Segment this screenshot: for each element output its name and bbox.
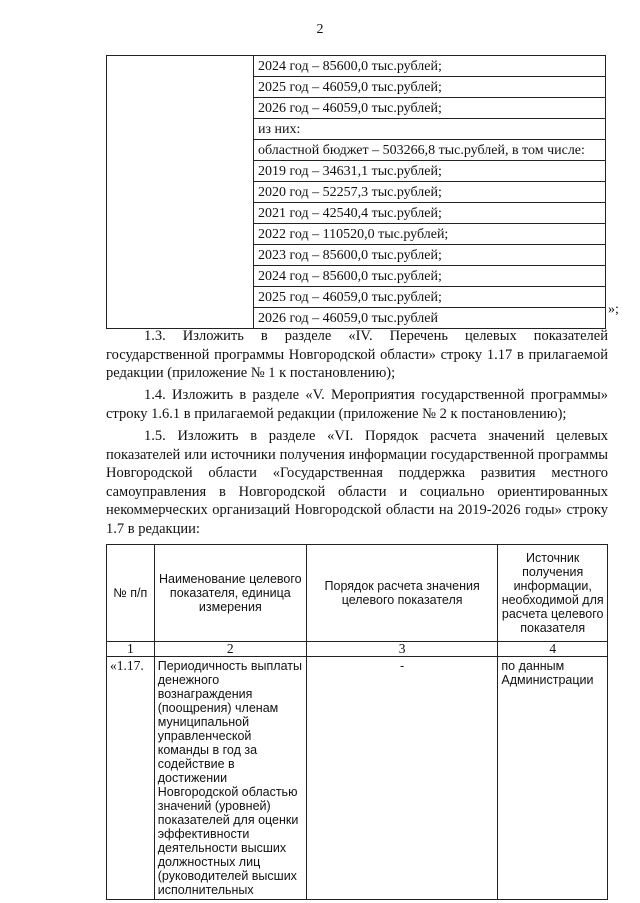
- row-source: по данным Администрации: [498, 657, 608, 900]
- budget-line: 2021 год – 42540,4 тыс.рублей;: [254, 203, 605, 224]
- paragraph-1-3: 1.3. Изложить в разделе «IV. Перечень целевых показателей государственной программы Новгородской области» строку 1.17 в прилагаемой редакции (приложение № 1 к постановлению);: [106, 328, 608, 382]
- budget-line: 2026 год – 46059,0 тыс.рублей: [258, 311, 438, 326]
- budget-values-cell: [254, 56, 606, 329]
- paragraph-1-5: 1.5. Изложить в разделе «VI. Порядок расчета значений целевых показателей или источники получения информации государственной программы Новгородской области «Государственная поддержка развития местного самоуправления в Новгородской области и социально ориентированных некоммерческих организаций Новгородской области на 2019-2026 годы» строку 1.7 в редакции:: [106, 428, 608, 537]
- column-number: 4: [498, 642, 608, 657]
- budget-table: [106, 55, 606, 329]
- header-number: № п/п: [107, 545, 155, 642]
- row-name: Периодичность выплаты денежного вознаграждения (поощрения) членам муниципальной управленческой команды в год за содействие в достижении Новгородской областью значений (уровней) показателей для оценки эффективности деятельности высших должностных лиц (руководителей высших исполнительных: [154, 657, 306, 900]
- budget-line: областной бюджет – 503266,8 тыс.рублей, в том числе:: [254, 140, 605, 161]
- budget-line: 2024 год – 85600,0 тыс.рублей;: [254, 56, 605, 77]
- budget-line: 2023 год – 85600,0 тыс.рублей;: [254, 245, 605, 266]
- column-number: 2: [154, 642, 306, 657]
- budget-line: из них:: [254, 119, 605, 140]
- budget-line: 2020 год – 52257,3 тыс.рублей;: [254, 182, 605, 203]
- indicator-table: [106, 544, 608, 900]
- budget-line: 2025 год – 46059,0 тыс.рублей;: [254, 287, 605, 308]
- budget-line: 2026 год – 46059,0 тыс.рублей;: [254, 98, 605, 119]
- budget-line: 2025 год – 46059,0 тыс.рублей;: [254, 77, 605, 98]
- budget-line: 2019 год – 34631,1 тыс.рублей;: [254, 161, 605, 182]
- page-number: 2: [316, 22, 324, 37]
- header-name: Наименование целевого показателя, единица измерения: [154, 545, 306, 642]
- budget-line: 2024 год – 85600,0 тыс.рублей;: [254, 266, 605, 287]
- paragraph-1-4: 1.4. Изложить в разделе «V. Мероприятия государственной программы» строку 1.6.1 в прилагаемой редакции (приложение № 2 к постановлению);: [106, 387, 608, 422]
- column-number: 3: [306, 642, 498, 657]
- header-method: Порядок расчета значения целевого показателя: [306, 545, 498, 642]
- budget-label-cell: [107, 56, 254, 329]
- closing-quote: »;: [608, 302, 619, 317]
- row-number: «1.17.: [107, 657, 155, 900]
- row-method: -: [306, 657, 498, 900]
- column-number: 1: [107, 642, 155, 657]
- header-source: Источник получения информации, необходимой для расчета целевого показателя: [498, 545, 608, 642]
- budget-line: 2022 год – 110520,0 тыс.рублей;: [254, 224, 605, 245]
